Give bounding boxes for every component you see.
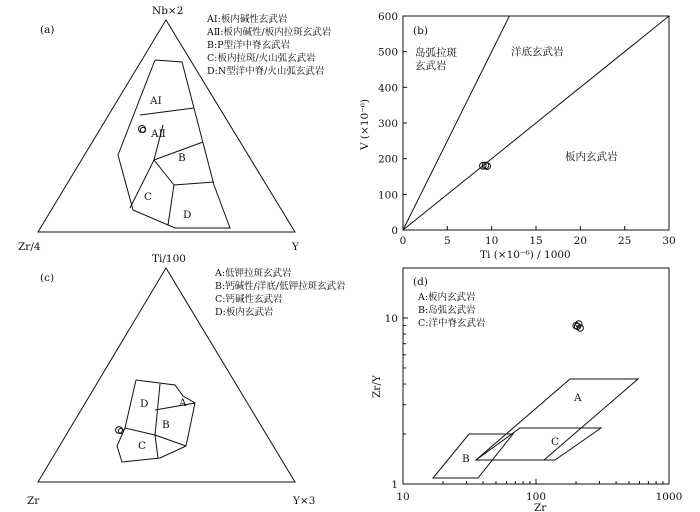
panel-a-field-boundaries (118, 60, 230, 228)
panel-a-legend-3: B:P型洋中脊玄武岩 (207, 40, 291, 51)
panel-d-x-title: Zr (534, 502, 547, 512)
panel-c-field-A: A (179, 397, 187, 409)
panel-b-y-tick-label: 400 (377, 82, 398, 95)
panel-b-x-title: Ti (×10⁻⁶) / 1000 (480, 249, 571, 261)
panel-b-y-tick-label: 0 (391, 225, 398, 237)
panel-b-y-tick-label: 300 (377, 118, 398, 130)
panel-a-apex-right: Y (292, 241, 299, 253)
panel-a-field-D: D (183, 209, 192, 221)
panel-a-legend-5: D:N型洋中脊/火山弧玄武岩 (207, 66, 325, 77)
panel-a-field-B: B (178, 152, 186, 164)
panel-c-field-boundaries (117, 380, 195, 462)
panel-b-field-within-plate: 板内玄武岩 (565, 151, 618, 163)
panel-a-triangle (38, 20, 295, 232)
panel-b-x-axis (400, 226, 676, 247)
panel-b-y-title: V (×10⁻⁶) (359, 98, 371, 150)
panel-d-points (573, 321, 584, 331)
panel-d-y-title: Zr/Y (371, 375, 383, 398)
panel-d-field-C: C (551, 436, 560, 448)
panel-c-field-D: D (140, 398, 149, 410)
panel-d (371, 268, 682, 512)
panel-b-points (480, 162, 491, 169)
panel-b (359, 11, 676, 261)
panel-d-field-B: B (462, 453, 470, 465)
panel-c-apex-right: Y×3 (293, 495, 316, 507)
panel-d-y-tick-label: 10 (384, 312, 398, 325)
panel-b-x-tick-label: 5 (443, 235, 451, 247)
panel-d-x-axis (396, 479, 682, 503)
panel-b-y-tick-label: 200 (377, 153, 398, 166)
panel-b-x-tick-label: 25 (617, 235, 632, 247)
panel-c-field-C: C (138, 440, 147, 452)
panel-b-y-tick-label: 500 (377, 46, 398, 59)
panel-a-field-C: C (144, 191, 153, 203)
panel-a-label: (a) (40, 24, 55, 36)
panel-c-apex-top: Ti/100 (152, 253, 186, 265)
panel-c-legend-1: A:低钾拉斑玄武岩 (215, 268, 292, 279)
panel-d-y-tick-label: 1 (391, 479, 398, 491)
panel-b-y-tick-label: 100 (377, 189, 398, 202)
panel-d-field-A: A (574, 392, 582, 404)
panel-c-legend-4: D:板内玄武岩 (215, 307, 274, 318)
panel-b-x-tick-label: 15 (529, 235, 543, 247)
panel-d-x-tick-label: 10 (396, 491, 410, 503)
panel-d-legend-3: C:洋中脊玄武岩 (418, 318, 486, 329)
panel-a-sample-point (139, 126, 146, 133)
panel-a-legend-2: AⅡ:板内碱性/板内拉斑玄武岩 (207, 27, 332, 38)
panel-a-apex-top: Nb×2 (152, 5, 184, 17)
panel-d-x-tick-label: 1000 (655, 491, 683, 503)
panel-a-field-AI: AⅠ (150, 95, 162, 107)
panel-d-x-tick-label: 100 (525, 491, 547, 503)
panel-a-legend-4: C:板内拉斑/火山弧玄武岩 (207, 53, 316, 64)
panel-b-x-tick-label: 20 (573, 235, 588, 247)
panel-d-label: (d) (413, 276, 428, 288)
panel-a-field-AII: AⅡ (151, 128, 166, 140)
panel-d-legend-2: B:岛弧玄武岩 (418, 305, 476, 316)
panel-c-legend-3: C:钙碱性玄武岩 (215, 294, 283, 305)
panel-b-x-tick-label: 10 (484, 235, 499, 247)
panel-a-sample-point (140, 127, 145, 132)
panel-d-y-axis (385, 268, 408, 491)
panel-b-x-tick-label: 0 (399, 235, 407, 247)
panel-a (18, 5, 332, 253)
panel-c-field-B: B (162, 419, 170, 431)
panel-c-legend-2: B:钙碱性/洋底/低钾拉斑玄武岩 (215, 281, 346, 292)
panel-b-field-ocean-floor: 洋底玄武岩 (511, 46, 564, 58)
panel-a-legend-1: AⅠ:板内碱性玄武岩 (207, 14, 288, 25)
panel-c-apex-left: Zr (27, 495, 40, 507)
panel-b-y-tick-label: 600 (377, 11, 398, 23)
panel-a-apex-left: Zr/4 (18, 241, 41, 253)
panel-b-label: (b) (413, 25, 428, 37)
panel-b-field-island-arc-1: 岛弧拉斑玄武岩 (415, 47, 457, 72)
panel-c (27, 253, 346, 507)
panel-d-field-B-outline (433, 434, 513, 478)
panel-b-x-tick-label: 30 (662, 235, 676, 247)
panel-c-label: (c) (40, 272, 55, 284)
panel-d-legend-1: A:板内玄武岩 (418, 292, 476, 303)
